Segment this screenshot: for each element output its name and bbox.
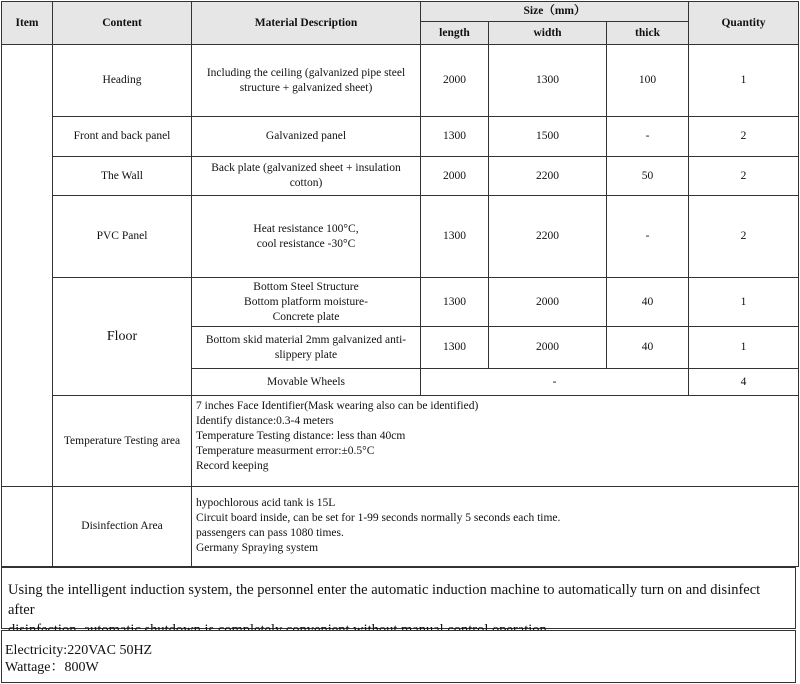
row-quantity: 2 <box>689 117 799 157</box>
disinfection-line: hypochlorous acid tank is 15L <box>196 497 336 509</box>
temperature-line: Identify distance:0.3-4 meters <box>196 415 334 427</box>
header-thick: thick <box>607 22 689 45</box>
row-length: 2000 <box>421 45 489 117</box>
temperature-label: Temperature Testing area <box>53 396 192 487</box>
row-width: 2000 <box>489 278 607 327</box>
operation-note <box>1 567 796 629</box>
material-line: structure + galvanized sheet) <box>239 81 373 94</box>
row-length: 2000 <box>421 157 489 196</box>
row-width: 2200 <box>489 157 607 196</box>
row-material <box>192 45 421 117</box>
row-length: 1300 <box>421 196 489 278</box>
header-material: Material Description <box>192 2 421 45</box>
temperature-description <box>192 396 799 487</box>
header-size: Size（mm） <box>421 2 689 22</box>
row-material <box>192 278 421 327</box>
row-thick: 40 <box>607 278 689 327</box>
row-thick: 40 <box>607 327 689 369</box>
item-cell-main <box>2 45 53 487</box>
row-content: The Wall <box>53 157 192 196</box>
disinfection-label: Disinfection Area <box>53 487 192 567</box>
row-thick: - <box>607 117 689 157</box>
power-specs <box>1 630 796 683</box>
header-width: width <box>489 22 607 45</box>
item-cell-disinfection <box>2 487 53 567</box>
header-content: Content <box>53 2 192 45</box>
row-quantity: 2 <box>689 196 799 278</box>
row-thick: 100 <box>607 45 689 117</box>
row-length: 1300 <box>421 117 489 157</box>
note-line: Using the intelligent induction system, the personnel enter the automatic induction machine to automatically turn on and disinfect after <box>8 582 761 618</box>
disinfection-line: Circuit board inside, can be set for 1-99 seconds normally 5 seconds each time. <box>196 512 561 524</box>
row-material <box>192 196 421 278</box>
material-line: Heat resistance 100°C, <box>253 222 359 235</box>
row-quantity: 1 <box>689 327 799 369</box>
row-thick: 50 <box>607 157 689 196</box>
row-material <box>192 157 421 196</box>
material-line: Galvanized panel <box>265 130 347 142</box>
header-quantity: Quantity <box>689 2 799 45</box>
disinfection-line: passengers can pass 1080 times. <box>196 527 344 539</box>
row-width: 1300 <box>489 45 607 117</box>
row-quantity: 2 <box>689 157 799 196</box>
row-quantity: 1 <box>689 45 799 117</box>
row-length: 1300 <box>421 327 489 369</box>
material-line: Bottom platform moisture- <box>244 295 368 308</box>
material-line: cotton) <box>289 177 323 189</box>
row-width: 2200 <box>489 196 607 278</box>
temperature-line: Record keeping <box>196 460 269 472</box>
wheels-quantity: 4 <box>689 369 799 396</box>
material-line: Back plate (galvanized sheet + insulation <box>211 162 401 174</box>
material-line: Including the ceiling (galvanized pipe steel <box>206 66 406 79</box>
disinfection-line: Germany Spraying system <box>196 542 319 554</box>
header-length: length <box>421 22 489 45</box>
row-material <box>192 117 421 157</box>
wheels-material: Movable Wheels <box>192 369 421 396</box>
row-content: PVC Panel <box>53 196 192 278</box>
electricity-spec: Electricity:220VAC 50HZ <box>5 643 153 658</box>
row-thick: - <box>607 196 689 278</box>
temperature-line: Temperature Testing distance: less than 40cm <box>196 430 406 442</box>
wattage-spec: Wattage：800W <box>5 660 99 675</box>
material-line: Bottom skid material 2mm galvanized anti- <box>205 333 407 346</box>
material-line: Concrete plate <box>272 310 340 323</box>
row-quantity: 1 <box>689 278 799 327</box>
spec-table <box>1 1 799 567</box>
header-item: Item <box>2 2 53 45</box>
row-length: 1300 <box>421 278 489 327</box>
row-width: 1500 <box>489 117 607 157</box>
temperature-line: 7 inches Face Identifier(Mask wearing also can be identified) <box>196 400 479 412</box>
row-material <box>192 327 421 369</box>
material-line: slippery plate <box>274 348 338 361</box>
row-content: Front and back panel <box>53 117 192 157</box>
row-content: Heading <box>53 45 192 117</box>
disinfection-description <box>192 487 799 567</box>
floor-label: Floor <box>53 278 192 396</box>
temperature-line: Temperature measurment error:±0.5°C <box>196 445 375 457</box>
material-line: Bottom Steel Structure <box>253 280 359 293</box>
row-width: 2000 <box>489 327 607 369</box>
material-line: cool resistance -30°C <box>256 237 356 250</box>
wheels-size: - <box>421 369 689 396</box>
